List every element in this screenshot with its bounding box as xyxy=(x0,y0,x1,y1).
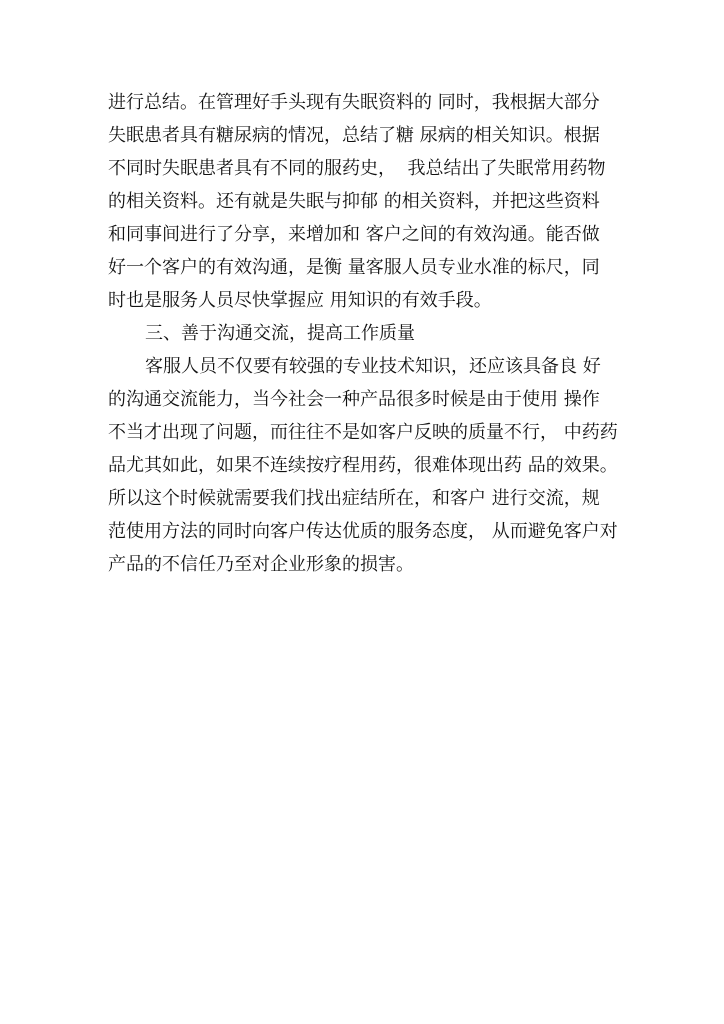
paragraph-line: 不同时失眠患者具有不同的服药史， 我总结出了失眠常用药物 xyxy=(108,158,606,179)
paragraph-line: 进行总结。在管理好手头现有失眠资料的 同时，我根据大部分 xyxy=(108,92,600,113)
paragraph-line: 失眠患者具有糖尿病的情况，总结了糖 尿病的相关知识。根据 xyxy=(108,125,600,146)
paragraph-line: 时也是服务人员尽快掌握应 用知识的有效手段。 xyxy=(108,290,492,311)
paragraph-line: 好一个客户的有效沟通，是衡 量客服人员专业水准的标尺，同 xyxy=(108,257,600,278)
paragraph-line: 的沟通交流能力，当今社会一种产品很多时候是由于使用 操作 xyxy=(108,389,600,410)
paragraph-line: 品尤其如此，如果不连续按疗程用药，很难体现出药 品的效果。 xyxy=(108,455,618,476)
paragraph-line: 所以这个时候就需要我们找出症结所在，和客户 进行交流，规 xyxy=(108,488,600,509)
paragraph-line: 的相关资料。还有就是失眠与抑郁 的相关资料，并把这些资料 xyxy=(108,191,600,212)
section-heading: 三、善于沟通交流，提高工作质量 xyxy=(145,323,415,344)
paragraph-line: 客服人员不仅要有较强的专业技术知识，还应该具备良 好 xyxy=(145,356,601,377)
paragraph-line: 不当才出现了问题，而往往不是如客户反映的质量不行， 中药药 xyxy=(108,422,618,443)
paragraph-line: 范使用方法的同时向客户传达优质的服务态度， 从而避免客户对 xyxy=(108,521,618,542)
paragraph-line: 产品的不信任乃至对企业形象的损害。 xyxy=(108,554,414,575)
body-text xyxy=(108,86,648,581)
paragraph-line: 和同事间进行了分享，来增加和 客户之间的有效沟通。能否做 xyxy=(108,224,600,245)
